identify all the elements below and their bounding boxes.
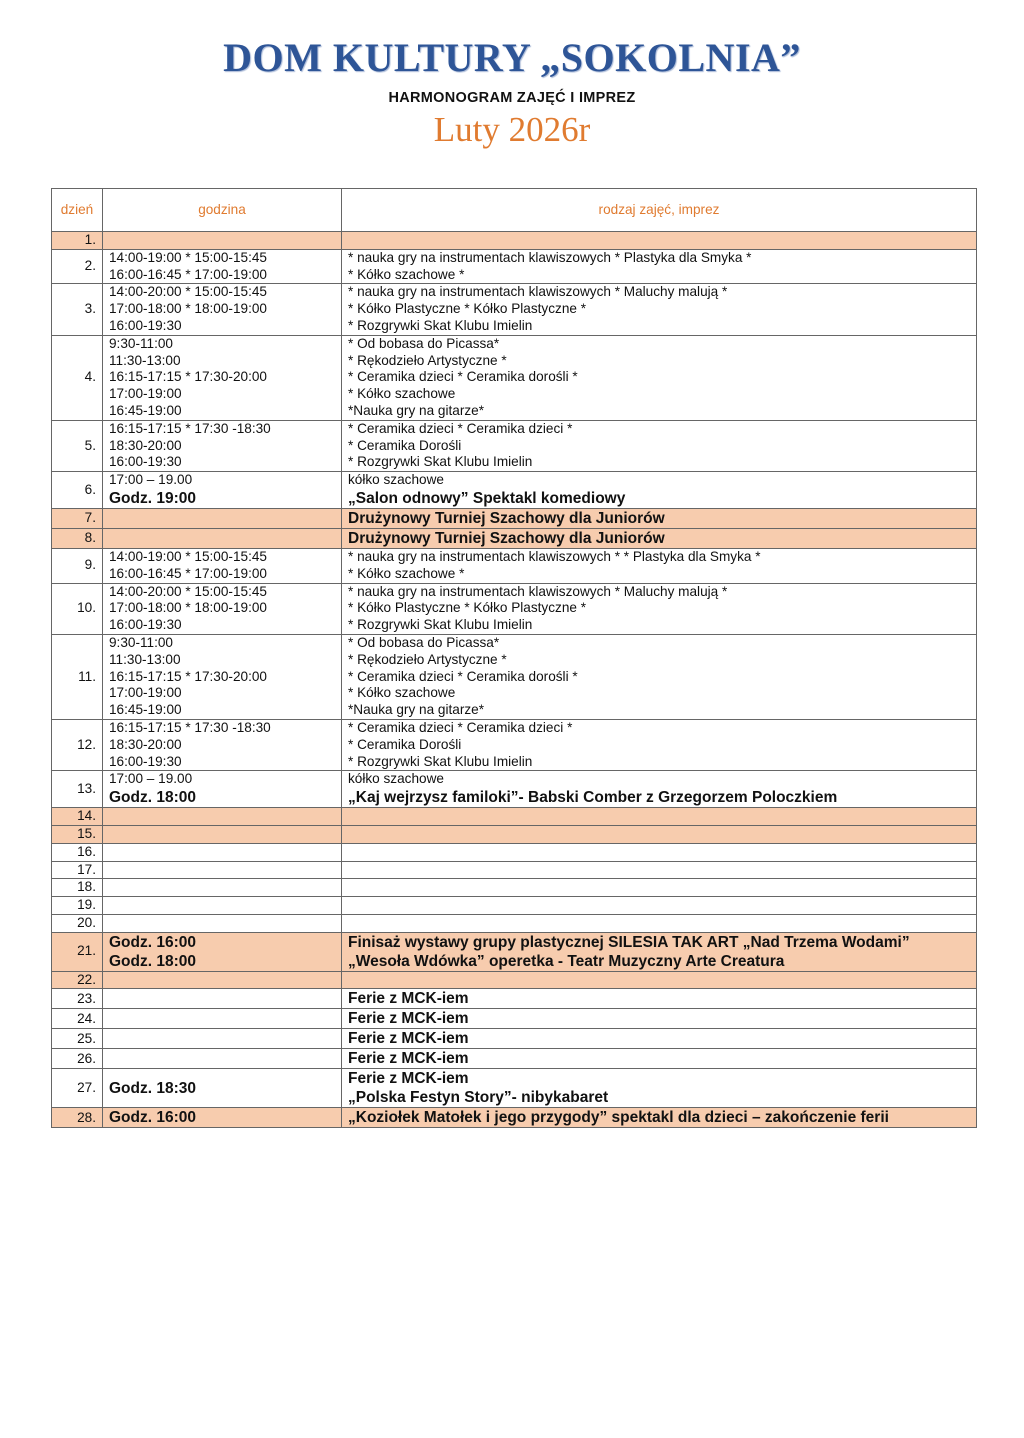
- description-cell: [342, 719, 977, 770]
- day-cell: 16.: [52, 843, 103, 861]
- activity-line: Ferie z MCK-iem: [348, 1070, 469, 1088]
- day-cell: 19.: [52, 897, 103, 915]
- hour-cell: [103, 1108, 342, 1128]
- description-cell: [342, 861, 977, 879]
- hour-line: 17:00-18:00 * 18:00-19:00: [109, 600, 267, 616]
- table-row: [52, 1069, 977, 1108]
- day-cell: 28.: [52, 1108, 103, 1128]
- table-row: [52, 1049, 977, 1069]
- hour-line: 17:00-19:00: [109, 386, 182, 402]
- hour-cell: [103, 634, 342, 719]
- activity-line: kółko szachowe: [348, 771, 444, 787]
- activity-line: * Kółko szachowe: [348, 386, 456, 402]
- hour-cell: [103, 861, 342, 879]
- day-cell: 17.: [52, 861, 103, 879]
- page-title: DOM KULTURY „SOKOLNIA”: [223, 35, 801, 80]
- activity-line: * Rozgrywki Skat Klubu Imielin: [348, 317, 533, 333]
- hour-cell: [103, 1049, 342, 1069]
- hour-cell: [103, 249, 342, 284]
- table-header-row: [52, 189, 977, 232]
- description-cell: [342, 932, 977, 971]
- description-cell: [342, 472, 977, 509]
- hour-cell: [103, 548, 342, 583]
- hour-cell: [103, 971, 342, 989]
- hour-line: Godz. 18:00: [109, 789, 196, 807]
- table-row: [52, 232, 977, 250]
- schedule-table: [51, 188, 977, 1128]
- table-row: [52, 771, 977, 808]
- day-cell: 27.: [52, 1069, 103, 1108]
- activity-line: „Salon odnowy” Spektakl komediowy: [348, 489, 626, 507]
- table-row: [52, 932, 977, 971]
- activity-line: * Rękodzieło Artystyczne *: [348, 651, 507, 667]
- hour-line: Godz. 16:00: [109, 933, 196, 951]
- description-cell: [342, 284, 977, 335]
- description-cell: [342, 508, 977, 528]
- description-cell: [342, 1009, 977, 1029]
- hour-line: 9:30-11:00: [109, 335, 173, 351]
- hour-cell: [103, 232, 342, 250]
- activity-line: * nauka gry na instrumentach klawiszowych * Plastyka dla Smyka *: [348, 249, 752, 265]
- hour-cell: [103, 472, 342, 509]
- hour-line: 16:00-19:30: [109, 753, 182, 769]
- hour-cell: [103, 879, 342, 897]
- activity-line: * Ceramika Dorośli: [348, 437, 462, 453]
- activity-line: * Ceramika Dorośli: [348, 736, 462, 752]
- table-row: [52, 861, 977, 879]
- hour-cell: [103, 284, 342, 335]
- activity-line: „Koziołek Matołek i jego przygody” spektakl dla dzieci – zakończenie ferii: [348, 1109, 889, 1127]
- day-cell: 7.: [52, 508, 103, 528]
- activity-line: Drużynowy Turniej Szachowy dla Juniorów: [348, 509, 665, 527]
- hour-cell: [103, 989, 342, 1009]
- table-row: [52, 808, 977, 826]
- day-cell: 4.: [52, 335, 103, 420]
- description-cell: [342, 232, 977, 250]
- table-row: [52, 508, 977, 528]
- day-cell: 24.: [52, 1009, 103, 1029]
- hour-cell: [103, 1069, 342, 1108]
- day-cell: 3.: [52, 284, 103, 335]
- hour-cell: [103, 825, 342, 843]
- table-row: [52, 989, 977, 1009]
- table-row: [52, 825, 977, 843]
- description-cell: [342, 914, 977, 932]
- day-cell: 13.: [52, 771, 103, 808]
- activity-line: * Kółko szachowe *: [348, 565, 465, 581]
- description-cell: [342, 879, 977, 897]
- activity-line: *Nauka gry na gitarze*: [348, 702, 485, 718]
- table-row: [52, 1108, 977, 1128]
- hour-line: 17:00-18:00 * 18:00-19:00: [109, 301, 267, 317]
- activity-line: „Polska Festyn Story”- nibykabaret: [348, 1089, 609, 1107]
- activity-line: * Od bobasa do Picassa*: [348, 634, 500, 650]
- hour-cell: [103, 914, 342, 932]
- description-cell: [342, 583, 977, 634]
- hour-line: 14:00-20:00 * 15:00-15:45: [109, 284, 267, 300]
- hour-line: 16:00-19:30: [109, 317, 182, 333]
- table-row: [52, 528, 977, 548]
- month-label: Luty 2026r: [433, 110, 591, 149]
- hour-line: Godz. 16:00: [109, 1109, 196, 1127]
- hour-cell: [103, 719, 342, 770]
- description-cell: [342, 825, 977, 843]
- activity-line: * Rękodzieło Artystyczne *: [348, 352, 507, 368]
- day-cell: 10.: [52, 583, 103, 634]
- hour-line: 16:15-17:15 * 17:30 -18:30: [109, 420, 271, 436]
- hour-line: 16:45-19:00: [109, 702, 182, 718]
- hour-cell: [103, 897, 342, 915]
- column-header-hour: godzina: [103, 189, 342, 232]
- hour-cell: [103, 420, 342, 471]
- hour-line: 17:00 – 19.00: [109, 472, 193, 488]
- activity-line: Drużynowy Turniej Szachowy dla Juniorów: [348, 529, 665, 547]
- description-cell: [342, 1069, 977, 1108]
- hour-line: 16:15-17:15 * 17:30 -18:30: [109, 719, 271, 735]
- day-cell: 26.: [52, 1049, 103, 1069]
- activity-line: * Od bobasa do Picassa*: [348, 335, 500, 351]
- activity-line: * nauka gry na instrumentach klawiszowych * Maluchy malują *: [348, 583, 728, 599]
- activity-line: * Kółko Plastyczne * Kółko Plastyczne *: [348, 301, 587, 317]
- activity-line: *Nauka gry na gitarze*: [348, 402, 485, 418]
- table-row: [52, 634, 977, 719]
- description-cell: [342, 528, 977, 548]
- activity-line: „Kaj wejrzysz familoki”- Babski Comber z Grzegorzem Poloczkiem: [348, 789, 838, 807]
- table-row: [52, 548, 977, 583]
- hour-line: Godz. 19:00: [109, 489, 196, 507]
- description-cell: [342, 249, 977, 284]
- column-header-description: rodzaj zajęć, imprez: [342, 189, 977, 232]
- hour-cell: [103, 1029, 342, 1049]
- activity-line: * Rozgrywki Skat Klubu Imielin: [348, 454, 533, 470]
- table-row: [52, 420, 977, 471]
- description-cell: [342, 843, 977, 861]
- day-cell: 1.: [52, 232, 103, 250]
- description-cell: [342, 971, 977, 989]
- activity-line: * Rozgrywki Skat Klubu Imielin: [348, 617, 533, 633]
- day-cell: 12.: [52, 719, 103, 770]
- activity-line: Ferie z MCK-iem: [348, 1050, 469, 1068]
- activity-line: * Ceramika dzieci * Ceramika dorośli *: [348, 369, 578, 385]
- hour-cell: [103, 508, 342, 528]
- activity-line: Ferie z MCK-iem: [348, 1030, 469, 1048]
- hour-line: 14:00-19:00 * 15:00-15:45: [109, 548, 267, 564]
- activity-line: Finisaż wystawy grupy plastycznej SILESIA TAK ART „Nad Trzema Wodami”: [348, 933, 910, 951]
- description-cell: [342, 335, 977, 420]
- description-cell: [342, 897, 977, 915]
- hour-cell: [103, 528, 342, 548]
- activity-line: kółko szachowe: [348, 472, 444, 488]
- table-row: [52, 583, 977, 634]
- table-row: [52, 843, 977, 861]
- description-cell: [342, 808, 977, 826]
- hour-line: 16:45-19:00: [109, 402, 182, 418]
- activity-line: * nauka gry na instrumentach klawiszowych * * Plastyka dla Smyka *: [348, 548, 761, 564]
- day-cell: 22.: [52, 971, 103, 989]
- activity-line: * Ceramika dzieci * Ceramika dzieci *: [348, 420, 573, 436]
- hour-line: 16:00-19:30: [109, 454, 182, 470]
- activity-line: * nauka gry na instrumentach klawiszowych * Maluchy malują *: [348, 284, 728, 300]
- hour-cell: [103, 932, 342, 971]
- schedule-body: [52, 232, 977, 1128]
- hour-cell: [103, 335, 342, 420]
- table-row: [52, 335, 977, 420]
- hour-cell: [103, 1009, 342, 1029]
- table-row: [52, 284, 977, 335]
- day-cell: 23.: [52, 989, 103, 1009]
- day-cell: 15.: [52, 825, 103, 843]
- page-subtitle: HARMONOGRAM ZAJĘĆ I IMPREZ: [388, 90, 636, 106]
- table-row: [52, 472, 977, 509]
- hour-cell: [103, 583, 342, 634]
- hour-line: 16:15-17:15 * 17:30-20:00: [109, 668, 267, 684]
- hour-line: 11:30-13:00: [109, 651, 181, 667]
- day-cell: 14.: [52, 808, 103, 826]
- table-row: [52, 897, 977, 915]
- day-cell: 9.: [52, 548, 103, 583]
- hour-line: 16:00-16:45 * 17:00-19:00: [109, 266, 267, 282]
- table-row: [52, 249, 977, 284]
- table-row: [52, 914, 977, 932]
- description-cell: [342, 1108, 977, 1128]
- hour-line: Godz. 18:00: [109, 952, 196, 970]
- table-row: [52, 879, 977, 897]
- activity-line: „Wesoła Wdówka” operetka - Teatr Muzyczny Arte Creatura: [348, 952, 785, 970]
- activity-line: * Rozgrywki Skat Klubu Imielin: [348, 753, 533, 769]
- hour-line: 17:00 – 19.00: [109, 771, 193, 787]
- hour-line: 16:00-16:45 * 17:00-19:00: [109, 565, 267, 581]
- day-cell: 2.: [52, 249, 103, 284]
- table-row: [52, 1009, 977, 1029]
- hour-line: 16:00-19:30: [109, 617, 182, 633]
- table-row: [52, 719, 977, 770]
- hour-line: 9:30-11:00: [109, 634, 173, 650]
- table-row: [52, 971, 977, 989]
- activity-line: * Kółko szachowe *: [348, 266, 465, 282]
- description-cell: [342, 420, 977, 471]
- description-cell: [342, 1049, 977, 1069]
- day-cell: 21.: [52, 932, 103, 971]
- day-cell: 25.: [52, 1029, 103, 1049]
- activity-line: Ferie z MCK-iem: [348, 1010, 469, 1028]
- hour-line: 18:30-20:00: [109, 437, 182, 453]
- activity-line: Ferie z MCK-iem: [348, 990, 469, 1008]
- hour-line: Godz. 18:30: [109, 1079, 196, 1097]
- description-cell: [342, 771, 977, 808]
- column-header-day: dzień: [52, 189, 103, 232]
- hour-line: 14:00-20:00 * 15:00-15:45: [109, 583, 267, 599]
- hour-line: 16:15-17:15 * 17:30-20:00: [109, 369, 267, 385]
- activity-line: * Ceramika dzieci * Ceramika dzieci *: [348, 719, 573, 735]
- description-cell: [342, 1029, 977, 1049]
- description-cell: [342, 634, 977, 719]
- hour-cell: [103, 808, 342, 826]
- hour-line: 17:00-19:00: [109, 685, 182, 701]
- activity-line: * Kółko Plastyczne * Kółko Plastyczne *: [348, 600, 587, 616]
- table-row: [52, 1029, 977, 1049]
- day-cell: 8.: [52, 528, 103, 548]
- day-cell: 6.: [52, 472, 103, 509]
- hour-cell: [103, 771, 342, 808]
- hour-cell: [103, 843, 342, 861]
- day-cell: 5.: [52, 420, 103, 471]
- activity-line: * Ceramika dzieci * Ceramika dorośli *: [348, 668, 578, 684]
- description-cell: [342, 989, 977, 1009]
- description-cell: [342, 548, 977, 583]
- hour-line: 11:30-13:00: [109, 352, 181, 368]
- activity-line: * Kółko szachowe: [348, 685, 456, 701]
- hour-line: 14:00-19:00 * 15:00-15:45: [109, 249, 267, 265]
- day-cell: 11.: [52, 634, 103, 719]
- hour-line: 18:30-20:00: [109, 736, 182, 752]
- day-cell: 18.: [52, 879, 103, 897]
- day-cell: 20.: [52, 914, 103, 932]
